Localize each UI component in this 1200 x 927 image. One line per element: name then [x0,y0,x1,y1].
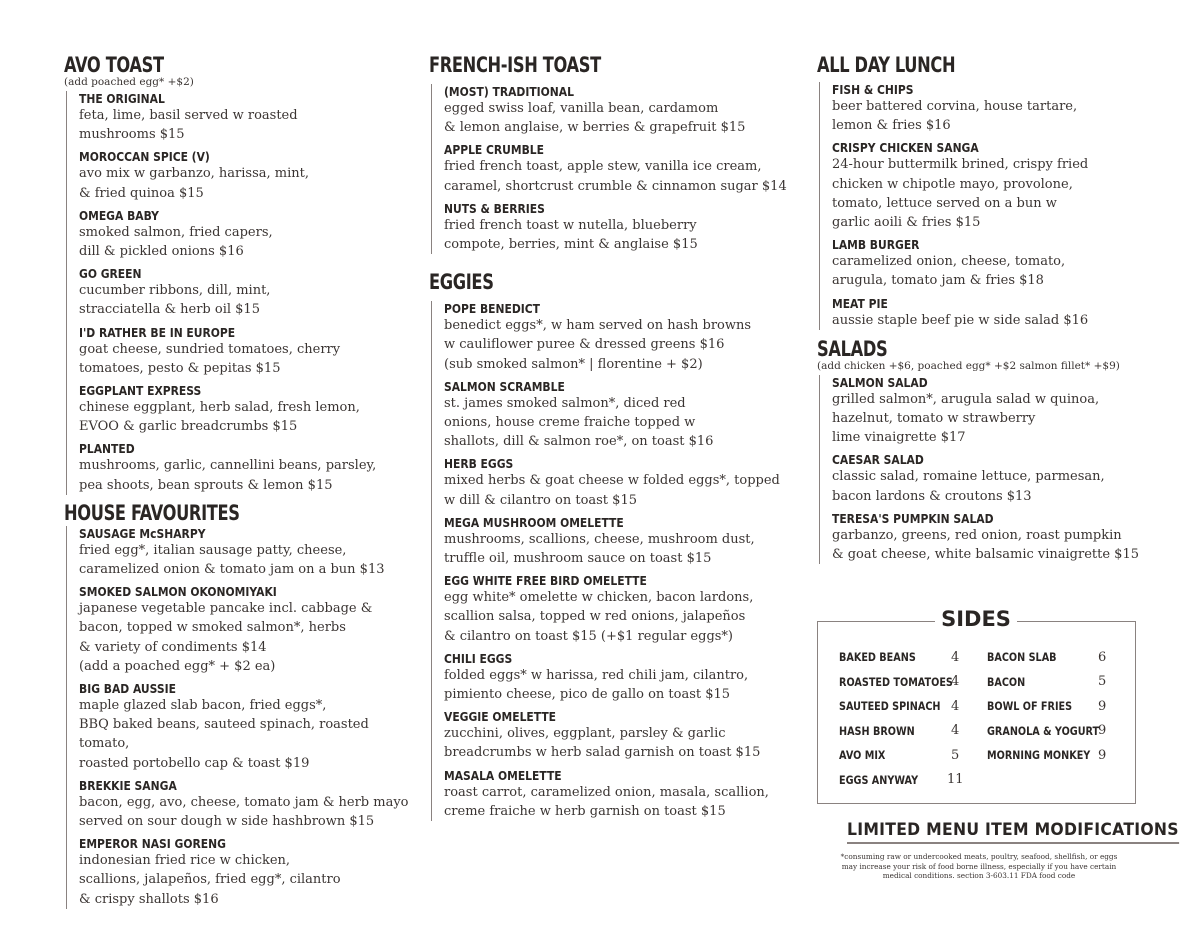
menu-item [79,681,409,773]
item-name: MOROCCAN SPICE (V) [79,149,210,165]
side-price: 4 [951,674,960,690]
house-favourites-section [64,500,409,909]
side-item [839,645,975,670]
limited-modifications-heading: LIMITED MENU ITEM MODIFICATIONS [847,820,1179,844]
side-name: BACON SLAB [987,650,1057,665]
side-price: 4 [951,698,960,714]
menu-item [444,768,789,821]
eggies-items [431,301,789,821]
salads-note: (add chicken +$6, poached egg* +$2 salmon fillet* +$9) [817,359,1120,372]
side-price: 9 [1098,747,1107,763]
item-desc: chinese eggplant, herb salad, fresh lemon, EVOO & garlic breadcrumbs $15 [79,400,360,435]
item-name: TERESA'S PUMPKIN SALAD [832,510,994,526]
item-name: SAUSAGE McSHARPY [79,525,206,541]
item-desc: maple glazed slab bacon, fried eggs*, BBQ baked beans, sauteed spinach, roasted tomato, roasted portobello cap & toast $19 [79,698,369,771]
avo-toast-section [64,52,409,495]
item-name: CAESAR SALAD [832,452,924,468]
item-desc: egged swiss loaf, vanilla bean, cardamom & lemon anglaise, w berries & grapefruit $15 [444,101,746,136]
side-name: EGGS ANYWAY [839,772,919,787]
menu-item [832,237,1147,290]
item-name: CRISPY CHICKEN SANGA [832,140,979,156]
item-name: EMPEROR NASI GORENG [79,836,226,852]
menu-item [832,375,1147,448]
side-name: MORNING MONKEY [987,748,1091,763]
side-item [839,670,975,695]
avo-toast-items [66,91,409,495]
french-toast-items [431,84,789,254]
french-toast-title: FRENCH-ISH TOAST [429,53,601,77]
item-name: MEAT PIE [832,295,888,311]
item-desc: beer battered corvina, house tartare, lemon & fries $16 [832,99,1078,134]
item-name: POPE BENEDICT [444,301,541,317]
side-name: BACON [987,674,1026,689]
side-name: GRANOLA & YOGURT [987,723,1100,738]
menu-item [79,91,409,144]
item-desc: mushrooms, scallions, cheese, mushroom dust, truffle oil, mushroom sauce on toast $15 [444,531,755,567]
menu-item [444,379,789,452]
item-name: BIG BAD AUSSIE [79,681,177,697]
item-name: (MOST) TRADITIONAL [444,84,574,99]
menu-item [444,456,789,509]
side-item [839,768,975,793]
menu-item [444,301,789,374]
eggies-title: EGGIES [429,270,494,295]
item-desc: 24-hour buttermilk brined, crispy fried chicken w chipotle mayo, provolone, tomato, lettuce served on a bun w garlic aoili & fries $15 [832,157,1089,231]
item-name: CHILI EGGS [444,650,513,666]
item-desc: egg white* omelette w chicken, bacon lardons, scallion salsa, topped w red onions, jalapeños & cilantro on toast $15 (+$1 regular eggs*) [444,590,754,644]
menu-item [79,526,409,579]
salads-section [817,336,1147,564]
item-name: OMEGA BABY [79,207,159,223]
menu-item [79,584,409,676]
side-item [987,719,1121,744]
menu-item [79,325,409,378]
side-item [839,743,975,768]
avo-toast-title: AVO TOAST [64,53,164,77]
item-name: SMOKED SALMON OKONOMIYAKI [79,584,277,600]
menu-item [444,142,789,195]
eggies-section [429,269,789,821]
side-price: 11 [947,772,964,788]
item-desc: garbanzo, greens, red onion, roast pumpkin & goat cheese, white balsamic vinaigrette $15 [832,527,1139,563]
menu-item [79,441,409,494]
sides-right-list [987,645,1121,768]
left-column [64,52,409,914]
all-day-lunch-title: ALL DAY LUNCH [817,53,956,77]
item-desc: fried french toast, apple stew, vanilla ice cream, caramel, shortcrust crumble & cinnamon sugar $14 [444,159,787,194]
item-desc: avo mix w garbanzo, harissa, mint, & fried quinoa $15 [79,166,310,201]
item-desc: smoked salmon, fried capers, dill & pickled onions $16 [79,224,273,260]
side-price: 6 [1098,649,1107,665]
menu-item [444,709,789,762]
side-name: BOWL OF FRIES [987,699,1073,714]
item-name: VEGGIE OMELETTE [444,709,557,725]
side-item [839,719,975,744]
item-desc: classic salad, romaine lettuce, parmesan, bacon lardons & croutons $13 [832,469,1105,504]
item-desc: grilled salmon*, arugula salad w quinoa, hazelnut, tomato w strawberry lime vinaigrette $17 [832,391,1100,446]
item-desc: mixed herbs & goat cheese w folded eggs*, topped w dill & cilantro on toast $15 [444,473,780,508]
menu-item [79,383,409,436]
side-item [839,694,975,719]
item-desc: feta, lime, basil served w roasted mushrooms $15 [79,108,298,143]
item-desc: japanese vegetable pancake incl. cabbage & bacon, topped w smoked salmon*, herbs & variety of condiments $14 (add a poached egg* + $2 ea) [79,601,373,674]
house-favourites-items [66,526,409,909]
item-name: GO GREEN [79,266,142,282]
item-desc: caramelized onion, cheese, tomato, arugula, tomato jam & fries $18 [832,254,1066,289]
menu-item [832,296,1147,330]
house-favourites-title: HOUSE FAVOURITES [64,500,240,525]
item-desc: st. james smoked salmon*, diced red onions, house creme fraiche topped w shallots, dill & salmon roe*, on toast $16 [444,395,714,450]
item-desc: zucchini, olives, eggplant, parsley & garlic breadcrumbs w herb salad garnish on toast $15 [444,726,761,761]
item-desc: mushrooms, garlic, cannellini beans, parsley, pea shoots, bean sprouts & lemon $15 [79,458,377,493]
item-name: I'D RATHER BE IN EUROPE [79,324,236,340]
all-day-lunch-section [817,52,1147,330]
french-toast-section [429,52,789,254]
menu-item [444,573,789,646]
side-price: 9 [1098,723,1107,739]
item-name: LAMB BURGER [832,237,920,253]
item-name: HERB EGGS [444,456,514,472]
menu-item [832,140,1147,232]
menu-item [79,778,409,831]
item-desc: cucumber ribbons, dill, mint, stracciatella & herb oil $15 [79,283,271,318]
item-name: SALMON SCRAMBLE [444,378,565,394]
menu-item [444,84,789,137]
menu-item [832,511,1147,564]
item-desc: fried french toast w nutella, blueberry compote, berries, mint & anglaise $15 [444,217,698,253]
side-item [987,645,1121,670]
side-price: 5 [951,747,960,763]
all-day-lunch-items [819,82,1147,330]
side-item [987,694,1121,719]
avo-toast-note: (add poached egg* +$2) [64,76,194,88]
item-name: FISH & CHIPS [832,82,914,97]
item-name: SALMON SALAD [832,374,928,390]
side-name: HASH BROWN [839,723,915,738]
item-name: MASALA OMELETTE [444,767,562,783]
side-price: 5 [1098,674,1107,690]
menu-item [832,82,1147,135]
item-name: EGGPLANT EXPRESS [79,383,202,399]
item-desc: bacon, egg, avo, cheese, tomato jam & herb mayo served on sour dough w side hashbrown $15 [79,794,409,830]
side-name: AVO MIX [839,748,886,763]
sides-left-list [839,645,975,792]
menu-item [444,651,789,704]
side-price: 9 [1098,698,1107,714]
salads-items [819,375,1147,564]
side-price: 4 [951,649,960,665]
menu-item [832,452,1147,505]
item-name: BREKKIE SANGA [79,777,177,793]
spacer [429,259,789,269]
salads-title: SALADS [817,336,888,361]
item-name: NUTS & BERRIES [444,200,545,216]
item-name: APPLE CRUMBLE [444,142,545,158]
side-name: BAKED BEANS [839,650,916,665]
item-desc: fried egg*, italian sausage patty, cheese, caramelized onion & tomato jam on a bun $13 [79,542,385,578]
item-desc: goat cheese, sundried tomatoes, cherry tomatoes, pesto & pepitas $15 [79,341,341,376]
middle-column [429,52,789,826]
menu-item [79,836,409,909]
menu-item [444,201,789,254]
item-desc: roast carrot, caramelized onion, masala, scallion, creme fraiche w herb garnish on toast $15 [444,784,769,819]
item-desc: aussie staple beef pie w side salad $16 [832,312,1089,328]
item-name: THE ORIGINAL [79,91,165,106]
menu-item [79,149,409,202]
menu-item [444,515,789,568]
menu-item [79,266,409,319]
item-desc: benedict eggs*, w ham served on hash browns w cauliflower puree & dressed greens $16 (sub smoked salmon* | florentine + $2) [444,318,752,372]
sides-title: SIDES [935,604,1017,634]
item-desc: indonesian fried rice w chicken, scallions, jalapeños, fried egg*, cilantro & crispy shallots $16 [79,853,341,907]
side-item [987,743,1121,768]
food-safety-disclaimer: *consuming raw or undercooked meats, poultry, seafood, shellfish, or eggs may increase your risk of food borne illness, especially if you have certain medical conditions. section 3-603.11 FDA food code [840,852,1118,880]
item-desc: folded eggs* w harissa, red chili jam, cilantro, pimiento cheese, pico de gallo on toast $15 [444,667,749,703]
side-name: SAUTEED SPINACH [839,699,941,714]
item-name: EGG WHITE FREE BIRD OMELETTE [444,573,647,589]
side-name: ROASTED TOMATOES [839,674,953,689]
side-item [987,670,1121,695]
item-name: MEGA MUSHROOM OMELETTE [444,514,624,530]
right-column [817,52,1147,569]
item-name: PLANTED [79,441,135,457]
side-price: 4 [951,723,960,739]
menu-item [79,208,409,261]
